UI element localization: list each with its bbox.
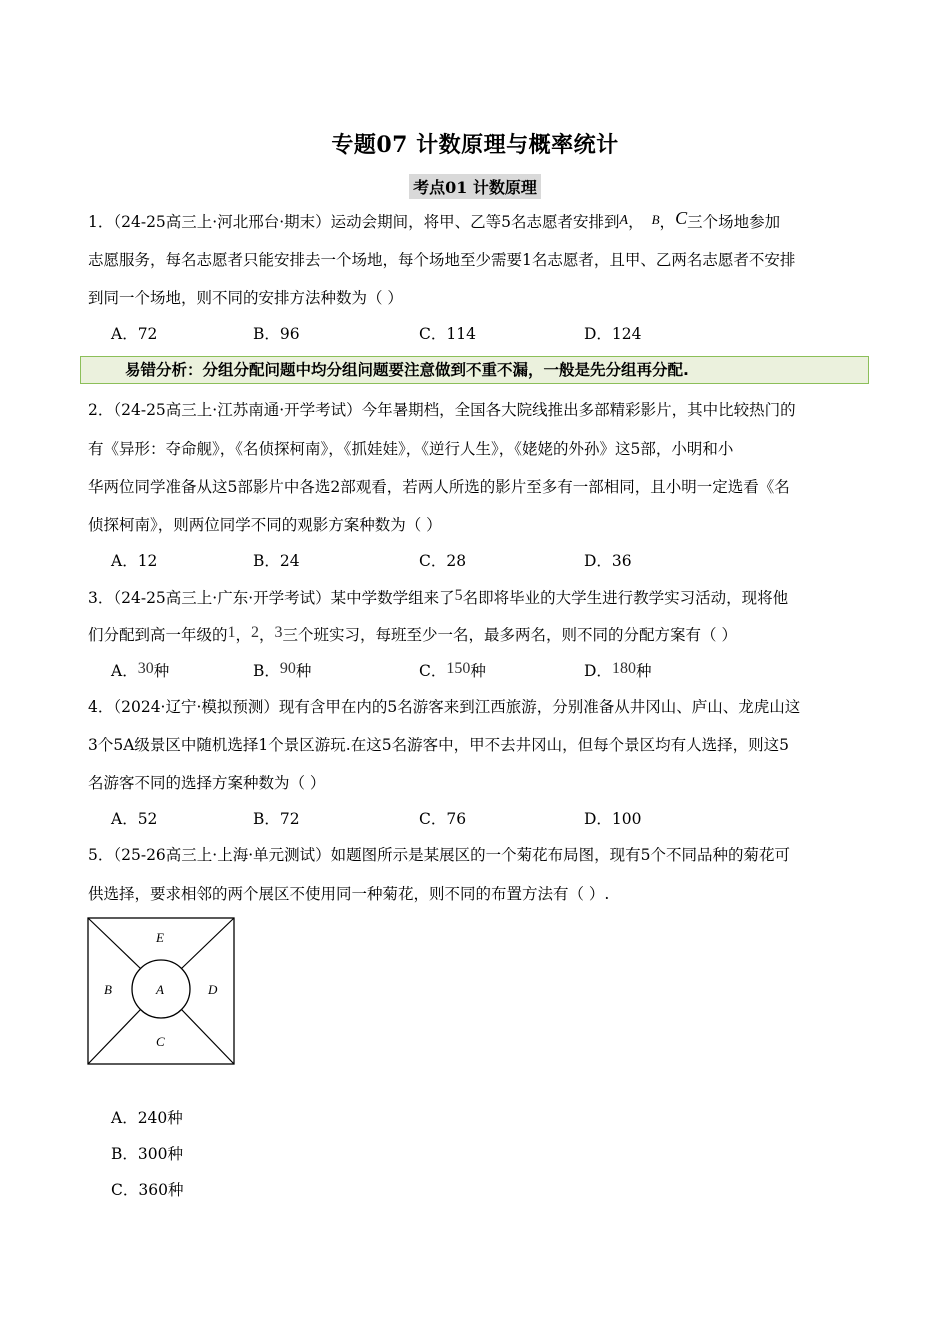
- q1-text: 1．（24-25高三上·河北邢台·期末）运动会期间，将甲、乙等5名志愿者安排到: [88, 213, 620, 231]
- q1-option-a: A．72: [111, 325, 158, 343]
- option-label: C．: [419, 662, 447, 680]
- q1-option-d: D．124: [584, 325, 642, 343]
- q2-line-4: 侦探柯南》，则两位同学不同的观影方案种数为（ ）: [88, 516, 442, 534]
- option-label: D．: [584, 662, 612, 680]
- option-label: A．: [111, 662, 138, 680]
- figure-label-e: E: [156, 930, 164, 945]
- figure-diagonal: [88, 918, 141, 969]
- q1-text: 三个场地参加: [687, 213, 781, 231]
- q1-sep: ，: [628, 213, 644, 231]
- q2-line-2: 有《异形：夺命舰》，《名侦探柯南》，《抓娃娃》，《逆行人生》，《姥姥的外孙》这5部，小明和小: [88, 440, 734, 458]
- q3-sep: ，: [259, 626, 275, 644]
- q3-sep: ，: [235, 626, 252, 644]
- figure-label-a: A: [156, 982, 164, 997]
- q3-number: 5: [454, 587, 463, 604]
- q4-line-1: 4．（2024·辽宁·模拟预测）现有含甲在内的5名游客来到江西旅游，分别准备从井冈山、庐山、龙虎山这: [88, 698, 801, 716]
- chrysanthemum-layout-figure: [86, 916, 236, 1066]
- q3-option-b: [253, 661, 311, 682]
- error-analysis-box: 易错分析：分组分配问题中均分组问题要注意做到不重不漏，一般是先分组再分配.: [80, 356, 869, 384]
- q1-var-c: C: [675, 208, 688, 228]
- q3-text: 们分配到高一年级的: [88, 626, 228, 644]
- q2-option-a: A．12: [111, 552, 158, 570]
- option-value: 30: [137, 660, 154, 677]
- q2-line-3: 华两位同学准备从这5部影片中各选2部观看，若两人所选的影片至多有一部相同，且小明一定选看《名: [88, 478, 790, 496]
- option-value: 150: [446, 660, 471, 677]
- q5-line-2: 供选择，要求相邻的两个展区不使用同一种菊花，则不同的布置方法有（ ）.: [88, 885, 610, 903]
- q1-line-3: 到同一个场地，则不同的安排方法种数为（ ）: [88, 289, 403, 307]
- figure-label-b: B: [104, 982, 112, 997]
- q4-option-a: A．52: [111, 810, 158, 828]
- q5-option-c: C．360种: [111, 1181, 184, 1199]
- figure-label-d: D: [208, 982, 218, 997]
- figure-label-c: C: [156, 1034, 165, 1049]
- option-unit: 种: [153, 662, 170, 680]
- section-heading-text: 考点01 计数原理: [409, 174, 541, 199]
- q4-option-d: D．100: [584, 810, 642, 828]
- q3-option-d: [584, 661, 651, 682]
- q3-option-c: [419, 661, 486, 682]
- q1-var-b: B: [651, 212, 660, 227]
- q3-number: 2: [251, 624, 260, 641]
- q3-line-1: [88, 588, 788, 609]
- q5-line-1: 5．（25-26高三上·上海·单元测试）如题图所示是某展区的一个菊花布局图，现有5个不同品种的菊花可: [88, 846, 791, 864]
- page-title: 专题07 计数原理与概率统计: [331, 132, 619, 158]
- figure-diagonal: [182, 1010, 235, 1065]
- q2-option-b: B．24: [253, 552, 300, 570]
- q4-line-3: 名游客不同的选择方案种数为（ ）: [88, 774, 326, 792]
- option-value: 180: [611, 660, 636, 677]
- q4-option-c: C．76: [419, 810, 467, 828]
- q5-option-a: A．240种: [111, 1109, 183, 1127]
- q1-option-b: B．96: [253, 325, 300, 343]
- q3-text: 名即将毕业的大学生进行教学实习活动，现将他: [462, 589, 789, 607]
- option-label: B．: [253, 662, 280, 680]
- option-unit: 种: [470, 662, 486, 680]
- section-heading: [0, 174, 950, 199]
- option-unit: 种: [295, 662, 312, 680]
- option-value: 90: [279, 660, 296, 677]
- q1-line-2: 志愿服务，每名志愿者只能安排去一个场地，每个场地至少需要1名志愿者，且甲、乙两名志愿者不安排: [88, 251, 796, 269]
- q3-text: 3．（24-25高三上·广东·开学考试）某中学数学组来了: [88, 589, 455, 607]
- q3-number: 3: [274, 624, 283, 641]
- q2-option-d: D．36: [584, 552, 632, 570]
- option-unit: 种: [635, 662, 652, 680]
- q3-text: 三个班实习，每班至少一名，最多两名，则不同的分配方案有（ ）: [282, 626, 737, 644]
- q4-line-2: 3个5A级景区中随机选择1个景区游玩.在这5名游客中，甲不去井冈山，但每个景区均有人选择，则这5: [88, 736, 789, 754]
- q3-number: 1: [227, 624, 236, 641]
- q2-option-c: C．28: [419, 552, 467, 570]
- q3-option-a: [111, 661, 169, 682]
- q3-line-2: [88, 625, 737, 646]
- q2-line-1: 2．（24-25高三上·江苏南通·开学考试）今年暑期档，全国各大院线推出多部精彩影片，其中比较热门的: [88, 401, 796, 419]
- q1-sep: ，: [659, 213, 676, 231]
- figure-diagonal: [88, 1010, 141, 1065]
- q4-option-b: B．72: [253, 810, 300, 828]
- q1-option-c: C．114: [419, 325, 476, 343]
- q5-option-b: B．300种: [111, 1145, 183, 1163]
- q1-line-1: [88, 208, 781, 234]
- q1-var-a: A: [619, 213, 629, 228]
- figure-diagonal: [182, 918, 235, 969]
